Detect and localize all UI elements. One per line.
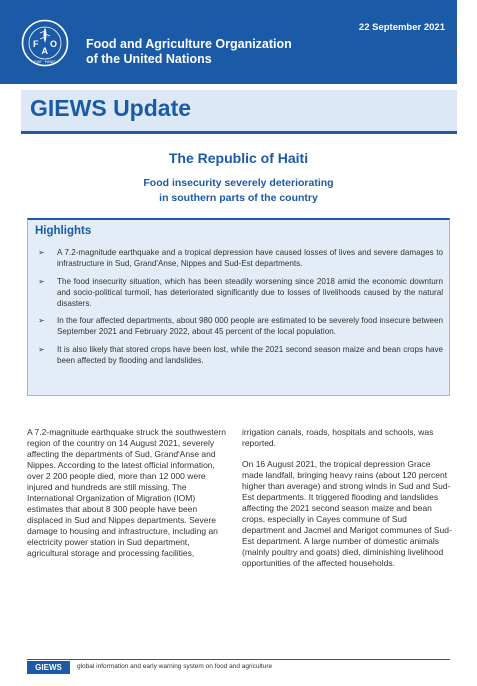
country-title: The Republic of Haiti (168, 150, 309, 166)
fao-logo-letter-f: F (33, 39, 39, 49)
giews-update-title (30, 95, 191, 122)
highlights-box (27, 218, 450, 396)
highlight-item (38, 276, 443, 309)
highlight-text: It is also likely that stored crops have been lost, while the 2021 second season maize and bean crops have been affected by flooding and landslides. (57, 344, 443, 365)
arrow-bullet-icon: ➢ (38, 316, 45, 325)
fao-logo-letter-a: A (41, 46, 48, 56)
publication-date: 22 September 2021 (358, 22, 445, 33)
footer-tagline: global information and early warning system on food and agriculture (77, 663, 273, 670)
highlights-list (38, 247, 443, 372)
body-paragraph: A 7.2-magnitude earthquake struck the southwestern region of the country on 14 August 2021, severely affecting the departments of Sud, Grand'Anse and Nippes. According to the latest official information, over 2 200 people died, more than 12 000 were injured and hundreds are still missing. The International Organization of Migration (IOM) estimates that about 8 300 people have been displaced in Sud and Nippes departments. Severe damage to housing and infrastructure, including an electricity power station in Sud department, agricultural storage and processing facilities, (27, 427, 226, 558)
fao-logo-letter-o: O (50, 39, 58, 49)
giews-banner-rule (21, 131, 457, 134)
report-subtitle (0, 176, 477, 206)
highlight-text: The food insecurity situation, which has been steadily worsening since 2018 amid the economic downturn and socio-political turmoil, has deteriorated significantly due to losses of livelihoods caused by the natural disasters. (57, 276, 443, 308)
highlight-item (38, 247, 443, 269)
organization-name (86, 37, 292, 67)
giews-title-rest: Update (113, 95, 192, 121)
highlight-text: A 7.2-magnitude earthquake and a tropical depression have caused losses of lives and severe damages to infrastructure in Sud, Grand'Anse, Nippes and Sud-Est departments. (57, 248, 443, 268)
highlight-item (38, 344, 443, 366)
issn-number: ISSN 2707-1723 (453, 19, 459, 60)
arrow-bullet-icon: ➢ (38, 248, 45, 257)
report-subtitle-line2: in southern parts of the country (159, 192, 318, 204)
highlight-text: In the four affected departments, about 980 000 people are estimated to be severely food insecure between September 2021 and February 2022, about 45 percent of the local population. (57, 316, 443, 336)
fao-logo-motto: FIAT · PANIS (34, 60, 56, 64)
footer-giews-tag: GIEWS (27, 661, 70, 674)
report-subtitle-line1: Food insecurity severely deteriorating (143, 177, 334, 189)
highlights-heading: Highlights (35, 225, 92, 237)
organization-name-line1: Food and Agriculture Organization (86, 37, 292, 51)
giews-title-main: GIEWS (30, 95, 107, 121)
body-paragraph: On 16 August 2021, the tropical depression Grace made landfall, bringing heavy rains (about 120 percent higher than average) and strong winds in Sud and Sud-Est departments. It triggered flooding and landslides affecting the 2021 second season maize and bean crops, especially in Cayes commune of Sud department and Jacmel and Marigot communes of Sud-Est department. A large number of domestic animals (mainly poultry and goats) died, diminishing livelihood opportunities of the affected households. (242, 459, 452, 568)
body-column-left (27, 427, 229, 569)
arrow-bullet-icon: ➢ (38, 344, 45, 354)
footer-rule (27, 659, 450, 660)
fao-logo (21, 19, 69, 67)
organization-name-line2: of the United Nations (86, 52, 212, 66)
body-paragraph: irrigation canals, roads, hospitals and schools, was reported. (242, 427, 434, 448)
arrow-bullet-icon: ➢ (38, 276, 45, 286)
body-column-right (242, 427, 452, 579)
highlight-item (38, 315, 443, 337)
